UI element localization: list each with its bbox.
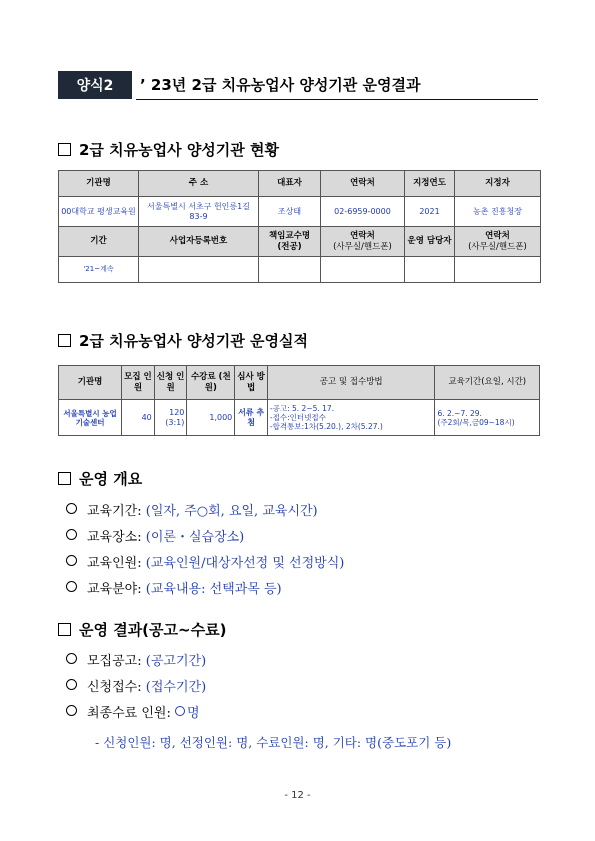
header-cell: 연락처 bbox=[321, 171, 405, 197]
overview-item-field: 교육분야: (교육내용: 선택과목 등) bbox=[66, 578, 282, 597]
overview-item-personnel: 교육인원: (교육인원/대상자선정 및 선정방식) bbox=[66, 552, 344, 571]
square-bullet-icon bbox=[58, 334, 71, 347]
empty-cell bbox=[259, 257, 321, 283]
performance-table bbox=[58, 365, 540, 436]
section-title-result: 운영 결과(공고~수료) bbox=[58, 619, 226, 640]
representative-cell: 조상태 bbox=[259, 197, 321, 227]
empty-cell bbox=[139, 257, 259, 283]
section-title-performance: 2급 치유농업사 양성기관 운영실적 bbox=[58, 330, 308, 351]
header-cell: 연락처 (사무실/핸드폰) bbox=[321, 227, 405, 257]
circle-bullet-icon bbox=[66, 705, 77, 716]
overview-item-place: 교육장소: (이론・실습장소) bbox=[66, 526, 244, 545]
header-cell: 교육기간(요일, 시간) bbox=[435, 366, 540, 400]
header-cell: 기관명 bbox=[59, 171, 139, 197]
header-cell: 사업자등록번호 bbox=[139, 227, 259, 257]
notice-cell: -공고: 5. 2~5. 17. -접수:인터넷접수 -합격통보:1차(5.20.), 2차(5.27.) bbox=[267, 400, 435, 436]
edu-period-cell: 6. 2.~7. 29. (주2회/목,금09~18시) bbox=[435, 400, 540, 436]
circle-bullet-icon bbox=[66, 653, 77, 664]
fee-cell: 1,000 bbox=[187, 400, 235, 436]
header-cell: 연락처 (사무실/핸드폰) bbox=[455, 227, 541, 257]
header-cell: 지정자 bbox=[455, 171, 541, 197]
square-bullet-icon bbox=[58, 143, 71, 156]
header-cell: 기관명 bbox=[59, 366, 122, 400]
page-number: - 12 - bbox=[284, 790, 311, 801]
org-name-cell: 00대학교 평생교육원 bbox=[59, 197, 139, 227]
empty-cell bbox=[321, 257, 405, 283]
header-cell: 심사 방법 bbox=[235, 366, 268, 400]
header-cell: 주 소 bbox=[139, 171, 259, 197]
square-bullet-icon bbox=[58, 472, 71, 485]
header-cell: 대표자 bbox=[259, 171, 321, 197]
applied-cell: 120 (3:1) bbox=[154, 400, 187, 436]
result-item-notice: 모집공고: (공고기간) bbox=[66, 650, 206, 669]
header-cell: 모집 인원 bbox=[122, 366, 155, 400]
header-cell: 책임교수명 (전공) bbox=[259, 227, 321, 257]
method-cell: 서류 추첨 bbox=[235, 400, 268, 436]
header-cell: 신청 인원 bbox=[154, 366, 187, 400]
result-detail-line: - 신청인원: 명, 선정인원: 명, 수료인원: 명, 기타: 명(중도포기 등) bbox=[95, 735, 452, 750]
overview-item-period: 교육기간: (일자, 주○회, 요일, 교육시간) bbox=[66, 500, 318, 519]
circle-bullet-icon bbox=[66, 581, 77, 592]
header-cell: 공고 및 접수방법 bbox=[267, 366, 435, 400]
table-row bbox=[59, 257, 541, 283]
section-title-status: 2급 치유농업사 양성기관 현황 bbox=[58, 139, 279, 160]
designator-cell: 농촌 진흥청장 bbox=[455, 197, 541, 227]
form-badge: 양식2 bbox=[58, 71, 132, 99]
table-row bbox=[59, 197, 541, 227]
circle-bullet-icon bbox=[66, 555, 77, 566]
recruit-cell: 40 bbox=[122, 400, 155, 436]
header-cell: 기간 bbox=[59, 227, 139, 257]
square-bullet-icon bbox=[58, 623, 71, 636]
circle-bullet-icon bbox=[66, 679, 77, 690]
circle-placeholder-icon bbox=[175, 706, 185, 716]
table-header-row bbox=[59, 366, 540, 400]
section-title-overview: 운영 개요 bbox=[58, 468, 142, 489]
empty-cell bbox=[405, 257, 455, 283]
document-title: ’ 23년 2급 치유농업사 양성기관 운영결과 bbox=[140, 76, 421, 94]
circle-bullet-icon bbox=[66, 529, 77, 540]
period-cell: '21~계속 bbox=[59, 257, 139, 283]
year-cell: 2021 bbox=[405, 197, 455, 227]
header-cell: 운영 담당자 bbox=[405, 227, 455, 257]
circle-bullet-icon bbox=[66, 503, 77, 514]
result-item-completion: 최종수료 인원: 명 bbox=[66, 702, 200, 721]
result-item-application: 신청접수: (접수기간) bbox=[66, 676, 206, 695]
title-underline bbox=[136, 99, 538, 100]
table-header-row bbox=[59, 227, 541, 257]
institution-status-table bbox=[58, 170, 541, 283]
phone-cell: 02-6959-0000 bbox=[321, 197, 405, 227]
header-cell: 지정연도 bbox=[405, 171, 455, 197]
table-header-row bbox=[59, 171, 541, 197]
empty-cell bbox=[455, 257, 541, 283]
header-cell: 수강료 (천원) bbox=[187, 366, 235, 400]
org-name-cell: 서울특별시 농업기술센터 bbox=[59, 400, 122, 436]
address-cell: 서울특별시 서초구 헌인릉1길 83-9 bbox=[139, 197, 259, 227]
table-row bbox=[59, 400, 540, 436]
